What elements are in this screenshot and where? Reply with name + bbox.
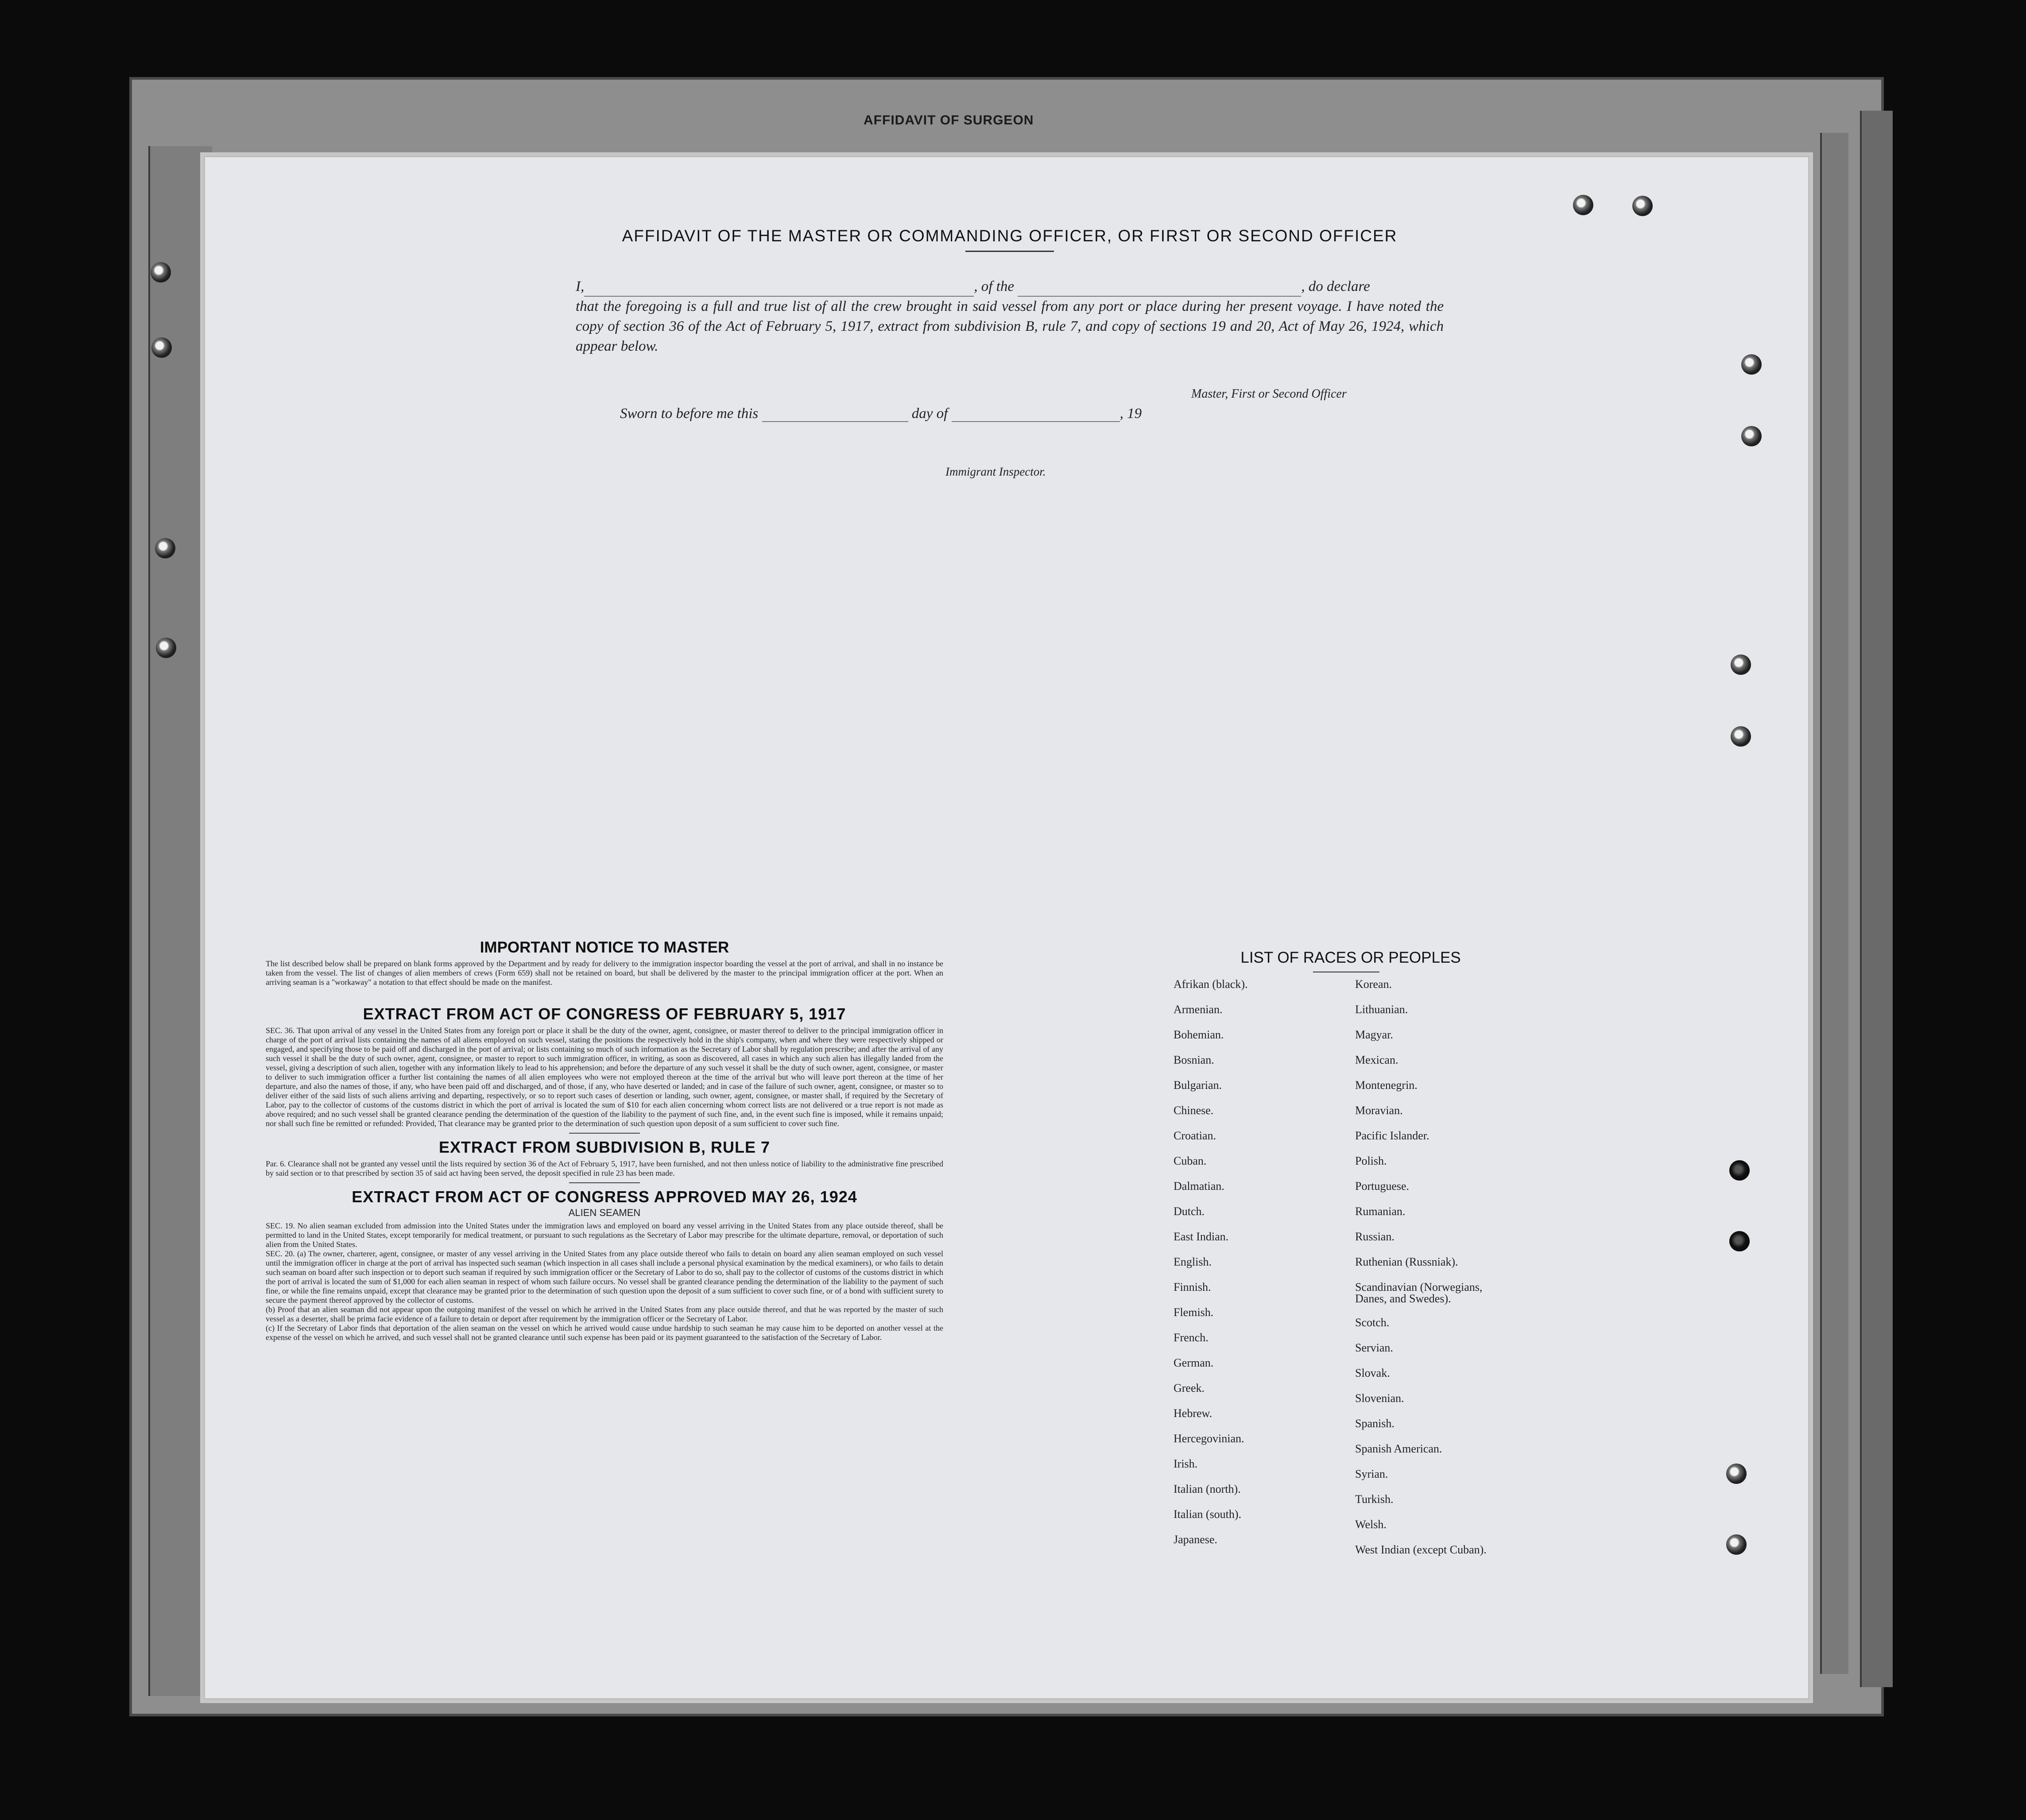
declaration-of-the: , of the <box>974 279 1014 294</box>
page-edge-strip <box>1820 133 1848 1674</box>
binder-hole <box>155 538 175 558</box>
title-underline <box>965 251 1054 252</box>
document-sheet <box>204 156 1809 1700</box>
sworn-day-blank <box>762 408 908 422</box>
extract-1924-sec20b: (b) Proof that an alien seaman did not appear upon the outgoing manifest of the vessel on which he arrived in the United States from any place outside thereof, and that he was reported by the master of such vessel as a deserter, shall be prima facie evidence of a failure to detain or deport after requirement by the immigration officer or the Secretary of Labor. <box>266 1305 943 1323</box>
race-item: Slovenian. <box>1355 1392 1404 1405</box>
race-item: Russian. <box>1355 1230 1395 1243</box>
race-item: Polish. <box>1355 1154 1387 1167</box>
race-item: Armenian. <box>1174 1003 1223 1016</box>
binder-hole <box>1731 654 1751 675</box>
race-item: Greek. <box>1174 1382 1205 1394</box>
race-item: Montenegrin. <box>1355 1079 1418 1092</box>
race-item: Cuban. <box>1174 1154 1207 1167</box>
notices-column <box>266 939 943 1342</box>
section-separator <box>569 1133 640 1134</box>
binder-hole <box>1573 195 1593 215</box>
race-item: Dutch. <box>1174 1205 1205 1218</box>
extract-1917-body: SEC. 36. That upon arrival of any vessel in the United States from any foreign port or place it shall be the duty of the owner, agent, consignee, or master thereof to deliver to the principal immigration officer in charge of the port of arrival lists containing the names of all aliens employed on such vessel, stating the positions the respectively hold in the ship's company, when and where they were respectively shipped or engaged, and specifying those to be paid off and discharged in the port of arrival; or lists containing so much of such information as the Secretary of Labor shall by regulation prescribe; and after the arrival of any such vessel it shall be the duty of such owner, agent, consignee, or master to report to such immigration officer, in writing, as soon as discovered, all cases in which any such alien has illegally landed from the vessel, giving a description of such alien, together with any information likely to lead to his apprehension; and before the departure of any such vessel it shall be the duty of such owner, agent, consignee, or master to deliver to such immigration officer a further list containing the names of all alien employees who were not employed thereon at the time of the arrival but who will leave port thereon at the time of her departure, and also the names of those, if any, who have been paid off and discharged, and of those, if any, who have deserted or landed; and in case of the failure of such owner, agent, consignee, or master so to deliver either of the said lists of such aliens arriving and departing, respectively, or so to report such cases of desertion or landing, such owner, agent, consignee, or master shall, if required by the Secretary of Labor, pay to the collector of customs of the customs district in which the port of arrival is located the sum of $10 for each alien concerning whom correct lists are not delivered or a true report is not made as above required; and no such vessel shall be granted clearance pending the determination of the question of the liability to the payment of such fine, and, in the event such fine is imposed, while it remains unpaid; nor shall such fine be remitted or refunded: Provided, That clearance may be granted prior to the determination of such question upon deposit of a sum sufficient to cover such fine. <box>266 1026 943 1128</box>
race-item: Moravian. <box>1355 1104 1403 1117</box>
binder-hole <box>1729 1160 1750 1181</box>
sworn-month-blank <box>952 408 1120 422</box>
race-item: Bohemian. <box>1174 1028 1224 1041</box>
races-right-column <box>1355 979 1488 1569</box>
race-item: Croatian. <box>1174 1129 1216 1142</box>
binder-hole <box>1741 426 1762 446</box>
race-item: Pacific Islander. <box>1355 1129 1429 1142</box>
notice-title: IMPORTANT NOTICE TO MASTER <box>480 939 729 956</box>
race-item: Finnish. <box>1174 1281 1211 1293</box>
declaration-line-1 <box>576 277 1444 297</box>
race-item: West Indian (except Cuban). <box>1355 1543 1487 1556</box>
race-item: French. <box>1174 1331 1209 1344</box>
sworn-year: , 19 <box>1120 406 1142 422</box>
race-item: Afrikan (black). <box>1174 978 1248 991</box>
race-item: Bosnian. <box>1174 1053 1214 1066</box>
binder-hole <box>1632 196 1653 216</box>
extract-1917-title: EXTRACT FROM ACT OF CONGRESS OF FEBRUARY 5, 1917 <box>363 1005 846 1023</box>
race-item: Turkish. <box>1355 1493 1394 1506</box>
race-item: Slovak. <box>1355 1367 1390 1379</box>
inspector-label: Immigrant Inspector. <box>945 465 1046 478</box>
race-item: Scotch. <box>1355 1316 1390 1329</box>
binder-hole <box>1741 354 1762 375</box>
sworn-day-of: day of <box>911 406 948 422</box>
race-item: Bulgarian. <box>1174 1079 1222 1092</box>
race-item: Rumanian. <box>1355 1205 1406 1218</box>
race-item: Japanese. <box>1174 1533 1217 1546</box>
race-item: Spanish. <box>1355 1417 1395 1430</box>
binder-hole <box>1729 1231 1750 1251</box>
extract-rule7-body: Par. 6. Clearance shall not be granted any vessel until the lists required by section 36 of the Act of February 5, 1917, have been furnished, and not then unless notice of liability to the administrative fine prescribed by said section or to that prescribed by section 35 of said act having been served, the deposit specified in rule 23 has been made. <box>266 1159 943 1177</box>
race-item: Welsh. <box>1355 1518 1387 1531</box>
sworn-line <box>620 406 1142 422</box>
extract-1924-sec20c: (c) If the Secretary of Labor finds that deportation of the alien seaman on the vessel on which he arrived would cause undue hardship to such seaman he may cause him to be deported on another vessel at the expense of the vessel on which he arrived, and such vessel shall not be granted clearance until such expense has been paid or its payment guaranteed to the satisfaction of the Secretary of Labor. <box>266 1324 943 1342</box>
page-edge-strip <box>1860 111 1893 1687</box>
race-item: Portuguese. <box>1355 1180 1410 1193</box>
back-sheet-title: AFFIDAVIT OF SURGEON <box>864 113 1034 128</box>
race-item: Servian. <box>1355 1341 1393 1354</box>
race-item: East Indian. <box>1174 1230 1229 1243</box>
binder-hole <box>1726 1534 1747 1555</box>
notice-body: The list described below shall be prepared on blank forms approved by the Department and by ready for delivery to the immigration inspector boarding the vessel at the port of arrival, and shall in no instance be taken from the vessel. The list of changes of alien members of crews (Form 659) shall not be retained on board, but shall be delivered by the master to the principal immigration officer at the port. When an arriving seaman is a "workaway" a notation to that effect should be made on the manifest. <box>266 959 943 987</box>
sworn-prefix: Sworn to before me this <box>620 406 759 422</box>
race-item: Italian (south). <box>1174 1508 1242 1521</box>
binder-hole <box>151 337 172 358</box>
race-item: Italian (north). <box>1174 1483 1241 1495</box>
binder-hole <box>1731 726 1751 747</box>
race-item: Korean. <box>1355 978 1392 991</box>
page-edge-strip <box>148 146 212 1696</box>
declaration-block <box>576 277 1444 356</box>
race-item: Hebrew. <box>1174 1407 1213 1420</box>
binder-hole <box>151 262 171 283</box>
race-item: Irish. <box>1174 1457 1198 1470</box>
race-item: Hercegovinian. <box>1174 1432 1244 1445</box>
section-separator <box>569 1182 640 1183</box>
race-item: German. <box>1174 1356 1214 1369</box>
race-item: Flemish. <box>1174 1306 1214 1319</box>
declaration-i-prefix: I, <box>576 279 585 294</box>
race-item: Magyar. <box>1355 1028 1393 1041</box>
extract-1924-sec19: SEC. 19. No alien seaman excluded from admission into the United States under the immigration laws and employed on board any vessel arriving in the United States from any place outside thereof, shall be permitted to land in the United States, except temporarily for medical treatment, or pursuant to such regulations as the Secretary of Labor may prescribe for the ultimate departure, removal, or deportation of such alien from the United States. <box>266 1221 943 1249</box>
declaration-do-declare: , do declare <box>1301 279 1370 294</box>
binder-hole <box>156 638 176 658</box>
race-item: Dalmatian. <box>1174 1180 1224 1193</box>
race-item: Syrian. <box>1355 1468 1388 1480</box>
races-title: LIST OF RACES OR PEOPLES <box>1240 949 1461 966</box>
race-item: Scandinavian (Norwegians, Danes, and Swedes). <box>1355 1281 1483 1305</box>
race-item: English. <box>1174 1255 1212 1268</box>
race-item: Mexican. <box>1355 1053 1398 1066</box>
binder-hole <box>1726 1464 1747 1484</box>
signer-label: Master, First or Second Officer <box>1191 387 1347 401</box>
race-item: Ruthenian (Russniak). <box>1355 1255 1458 1268</box>
race-item: Chinese. <box>1174 1104 1214 1117</box>
extract-1924-title: EXTRACT FROM ACT OF CONGRESS APPROVED MAY 26, 1924 <box>352 1188 857 1206</box>
races-left-column <box>1174 979 1247 1559</box>
race-item: Lithuanian. <box>1355 1003 1408 1016</box>
affidavit-title: AFFIDAVIT OF THE MASTER OR COMMANDING OFFICER, OR FIRST OR SECOND OFFICER <box>622 227 1398 245</box>
declaration-text: that the foregoing is a full and true list of all the crew brought in said vessel from any port or place during her present voyage. I have noted the copy of section 36 of the Act of February 5, 1917, extract from subdivision B, rule 7, and copy of sections 19 and 20, Act of May 26, 1924, which appear below. <box>576 298 1444 354</box>
extract-rule7-title: EXTRACT FROM SUBDIVISION B, RULE 7 <box>438 1138 771 1156</box>
extract-1924-sec20a: SEC. 20. (a) The owner, charterer, agent, consignee, or master of any vessel arriving in the United States from any place outside thereof who fails to detain on board any alien seaman employed on such vessel until the immigration officer in charge at the port of arrival has inspected such seaman (which inspection in all cases shall include a personal physical examination by the medical examiners), or who fails to detain such seaman on board after such inspection or to deport such seaman if required by such immigration officer or the Secretary of Labor to do so, shall pay to the collector of customs of the customs district in which the port of arrival is located the sum of $1,000 for each alien seaman in respect of whom such failure occurs. No vessel shall be granted clearance pending the determination of the liability to the payment of such fine, or while the fine remains unpaid, except that clearance may be granted prior to the determination of such question upon the deposit of a sum sufficient to cover such fine, or of a bond with sufficient surety to secure the payment thereof approved by the collector of customs. <box>266 1249 943 1305</box>
extract-1924-subtitle: ALIEN SEAMEN <box>568 1207 641 1218</box>
race-item: Spanish American. <box>1355 1442 1442 1455</box>
